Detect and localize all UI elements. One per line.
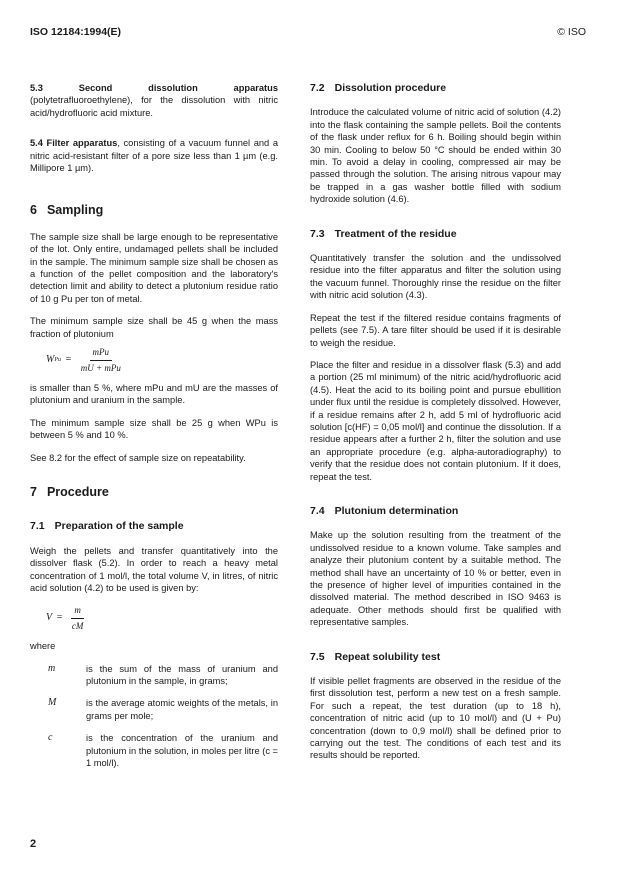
section-title: Sampling [46, 203, 104, 218]
subsection-title: Treatment of the residue [334, 227, 457, 240]
subsection-number: 7.5 [310, 650, 325, 663]
subsection-number: 7.3 [310, 227, 325, 240]
left-column [30, 82, 278, 779]
clause-text: (polytetrafluoroethylene), for the dissolution with nitric acid/hydrofluoric acid mixture. [30, 95, 278, 118]
paragraph: If visible pellet fragments are observed in the residue of the first dissolution test, perform a new test on a fresh sample. For such a repeat, the test duration (up to 18 h), concentration of nitric acid (up to 10 mol/l) and (U + Pu) concentration (down to 0,9 mol/l) shall be defined prior to carrying out the test. The conditions of each test and its results should be reported. [310, 676, 561, 761]
subsection-heading-7-1 [30, 520, 278, 532]
subsection-heading-7-4 [310, 505, 561, 517]
subsection-heading-7-3 [310, 228, 561, 240]
definition-item [30, 663, 278, 688]
paragraph: The sample size shall be large enough to be representative of the lot. Only entire, undamaged pellets shall be included in the sample. The minimum sample size shall be chosen as a function of the pellet composition and the laboratory's detection limit and ability to detect a plutonium residue ratio of 10 g Pu per ton of metal. [30, 231, 278, 304]
clause-5-3 [30, 82, 278, 119]
page-number: 2 [30, 838, 37, 850]
subsection-number: 7.4 [310, 504, 325, 517]
section-heading-7 [30, 486, 278, 498]
section-title: Procedure [46, 484, 109, 499]
formula-lhs: W [46, 353, 55, 365]
subsection-heading-7-5 [310, 651, 561, 663]
clause-text: , consisting of a vacuum funnel and a nitric acid-resistant filter of a pore size less than 1 µm (e.g. Millipore 1 µm). [30, 138, 278, 174]
definition-item [30, 732, 278, 769]
paragraph: Introduce the calculated volume of nitric acid of solution (4.2) into the flask containing the sample pellets. Boil the contents of the flask under reflux for 6 h. Boiling should begin within 30 min. Cooling to below 50 °C should be ended within 30 min. To avoid a delay in cooling, compressed air may be passed through the solution. The arising nitrous vapour may be trapped in a gas washer bottle filled with sodium hydroxide solution (4.6). [310, 107, 561, 205]
definition-text: is the average atomic weights of the metals, in grams per mole; [86, 698, 278, 721]
formula-numerator: mPu [90, 346, 113, 360]
definition-symbol: c [48, 732, 53, 744]
definition-symbol: M [48, 697, 57, 709]
definition-text: is the sum of the mass of uranium and plutonium in the sample, in grams; [86, 663, 278, 686]
subsection-heading-7-2 [310, 82, 561, 94]
paragraph: The minimum sample size shall be 45 g when the mass fraction of plutonium [30, 316, 278, 339]
paragraph: Weigh the pellets and transfer quantitatively into the dissolver flask (5.2). In order to reach a heavy metal concentration of 1 mol/l, the total volume V, in litres, of nitric acid solution (4.2) to be used is given by: [30, 545, 278, 593]
where-label: where [30, 641, 56, 652]
paragraph: Place the filter and residue in a dissolver flask (5.3) and add a portion (25 ml minimum) of the nitric acid/hydrofluoric acid (4.5). Heat the acid to its boiling point and pursue ebullition under flux until the residue is completely dissolved. However, if a residue remains after 2 h, add 5 ml of hydrofluoric acid solution [c(HF) = 0,05 mol/l] and continue the dissolution. If a residue appears after a further 2 h, filter the solution and use an appropriate procedure (e.g. alpha-autoradiography) to verify that the residue does not contain plutonium. If it does, repeat the test. [310, 359, 561, 482]
subsection-number: 7.1 [30, 520, 45, 533]
formula-denominator: cM [71, 620, 84, 631]
subsection-title: Repeat solubility test [334, 650, 441, 663]
formula-lhs: V [46, 612, 53, 624]
formula-equals: = [65, 353, 72, 365]
formula-denominator: mU + mPu [80, 362, 121, 373]
section-number: 6 [30, 203, 37, 218]
formula-numerator: m [71, 604, 84, 618]
formula-fraction [69, 604, 87, 632]
subsection-title: Preparation of the sample [54, 520, 184, 533]
clause-5-4 [30, 137, 278, 174]
paragraph: is smaller than 5 %, where mPu and mU are the masses of plutonium and uranium in the sample. [30, 382, 278, 406]
section-heading-6 [30, 204, 278, 216]
formula-lhs-subscript: Pu [54, 356, 62, 363]
subsection-number: 7.2 [310, 82, 325, 94]
volume-formula [46, 604, 278, 632]
copyright-mark: © ISO [557, 26, 586, 38]
paragraph: See 8.2 for the effect of sample size on repeatability. [30, 452, 246, 463]
paragraph: Repeat the test if the filtered residue contains fragments of pellets (see 7.5). A tare filter should be used if it is desirable to weigh the residue. [310, 312, 561, 348]
paragraph: The minimum sample size shall be 25 g when WPu is between 5 % and 10 %. [30, 417, 278, 441]
clause-number: 5.3 [30, 83, 43, 93]
clause-number: 5.4 [30, 138, 43, 149]
definition-symbol: m [48, 662, 56, 674]
section-number: 7 [30, 484, 37, 499]
clause-title: Filter apparatus [46, 138, 118, 149]
mass-fraction-formula [46, 346, 278, 374]
paragraph: Quantitatively transfer the solution and the undissolved residue into the filter apparatus and filter the solution using the vacuum funnel. Thoroughly rinse the residue on the filter with nitric acid solution (4.3). [310, 253, 561, 301]
definition-item [30, 697, 278, 722]
subsection-title: Dissolution procedure [334, 82, 447, 94]
standard-number: ISO 12184:1994(E) [30, 26, 122, 38]
right-column [310, 82, 561, 772]
definition-text: is the concentration of the uranium and plutonium in the solution, in moles per litre (c = 1 mol/l). [86, 733, 278, 769]
formula-fraction [78, 346, 124, 374]
subsection-title: Plutonium determination [334, 504, 459, 517]
paragraph: Make up the solution resulting from the treatment of the undissolved residue to a known volume. Take samples and analyze their plutonium content by a suitable method. The method shall have an uncertainty of 10 % or better, even in the presence of higher level of impurities contained in the dissolved material. The method described in ISO 9463 is adequate. Other methods should first be qualified with representative samples. [310, 530, 561, 628]
clause-title: Second dissolution apparatus [78, 83, 278, 93]
formula-equals: = [56, 612, 63, 624]
